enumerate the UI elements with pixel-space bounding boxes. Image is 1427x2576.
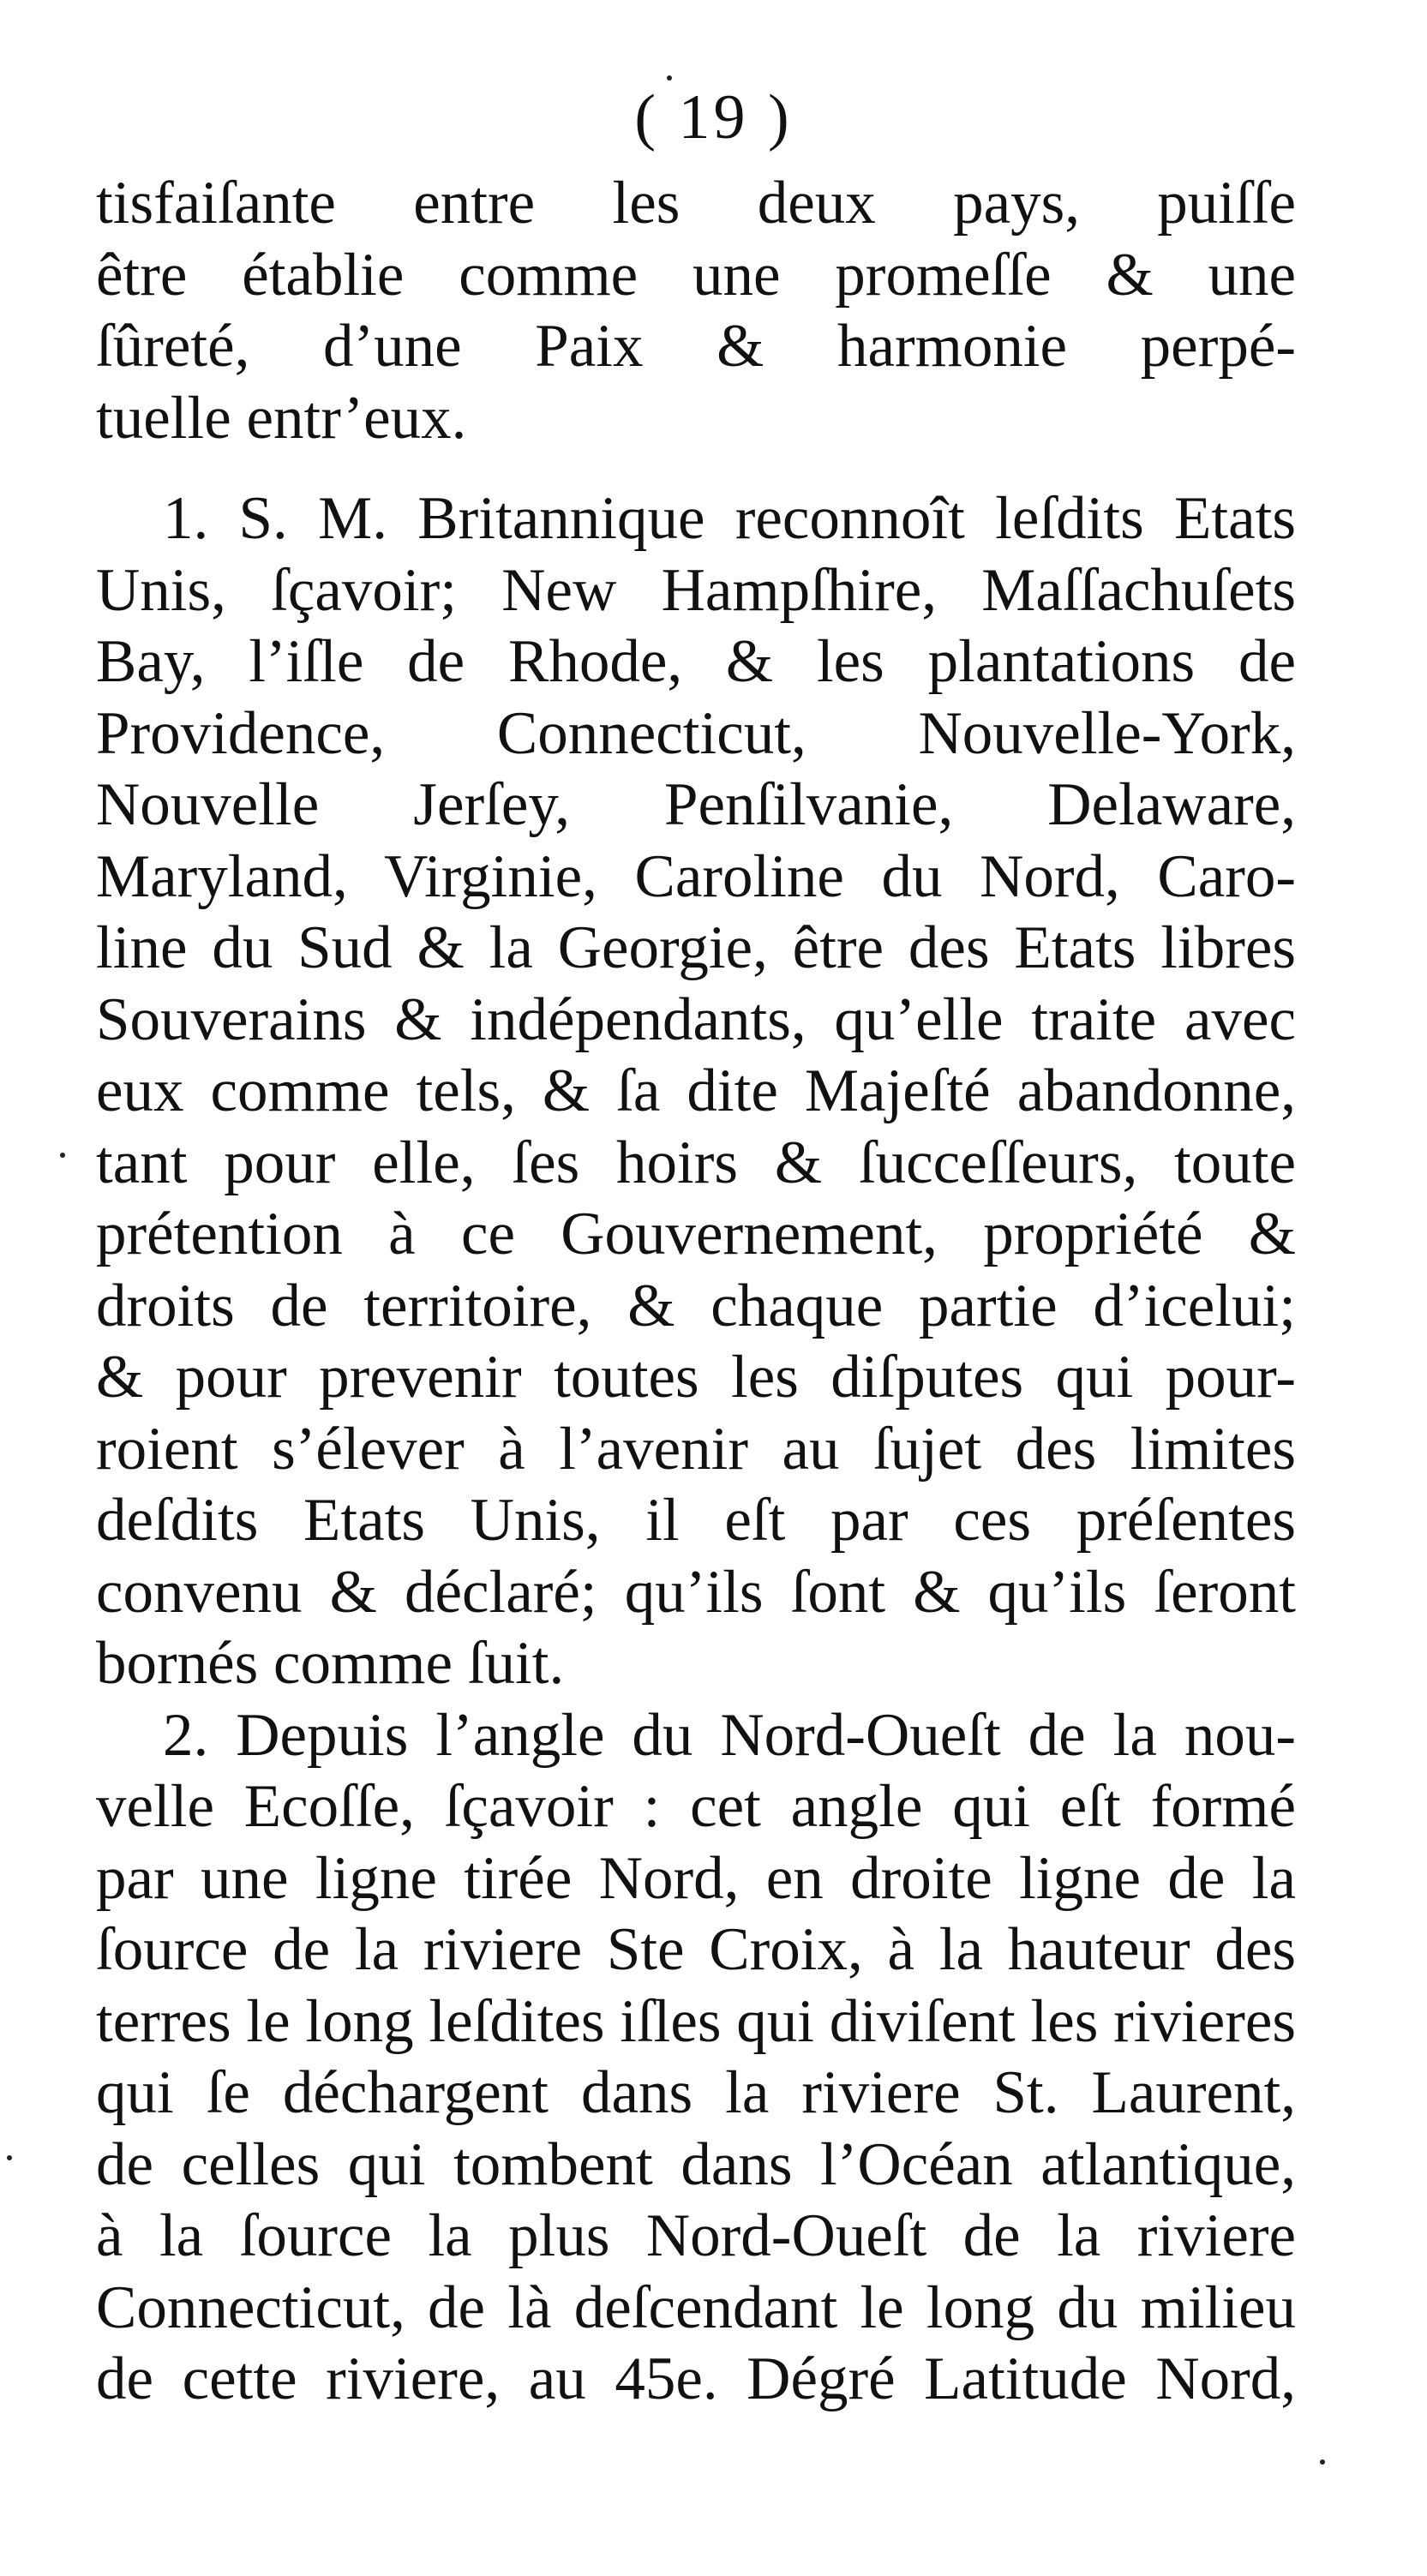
text-line: bornés comme ſuit. (96, 1630, 565, 1697)
text-line: deſdits Etats Unis, il eſt par ces préſentes (96, 1487, 1296, 1554)
text-line: être établie comme une promeſſe & une (96, 241, 1296, 309)
text-line: ſûreté, d’une Paix & harmonie perpé- (96, 313, 1296, 380)
text-line: qui ſe déchargent dans la riviere St. Laurent, (96, 2059, 1296, 2126)
body-text (96, 168, 1296, 2416)
ink-speck (60, 1153, 65, 1158)
text-line: prétention à ce Gouvernement, propriété & (96, 1201, 1296, 1267)
text-line: par une ligne tirée Nord, en droite ligne de la (96, 1844, 1296, 1912)
text-line: de celles qui tombent dans l’Océan atlantique, (96, 2130, 1296, 2198)
text-line: & pour prevenir toutes les diſputes qui pour- (96, 1344, 1296, 1411)
text-line: Bay, l’iſle de Rhode, & les plantations de (96, 628, 1296, 695)
text-line: tuelle entr’eux. (96, 384, 467, 452)
text-line: à la ſource la plus Nord-Oueſt de la riviere (96, 2202, 1296, 2269)
text-line: tisfaiſante entre les deux pays, puiſſe (96, 170, 1296, 237)
text-line: Connecticut, de là deſcendant le long du milieu (96, 2273, 1296, 2341)
text-line: terres le long leſdites iſles qui diviſent les rivieres (96, 1987, 1296, 2055)
text-line: tant pour elle, ſes hoirs & ſucceſſeurs, toute (96, 1129, 1296, 1196)
text-line: Providence, Connecticut, Nouvelle-York, (96, 699, 1296, 767)
text-line: 2. Depuis l’angle du Nord-Oueſt de la nou- (163, 1701, 1296, 1769)
text-line: droits de territoire, & chaque partie d’icelui; (96, 1272, 1296, 1339)
text-line: ſource de la riviere Ste Croix, à la hauteur des (96, 1916, 1296, 1983)
text-line: Nouvelle Jerſey, Penſilvanie, Delaware, (96, 771, 1296, 838)
ink-speck (7, 2155, 12, 2160)
text-line: roient s’élever à l’avenir au ſujet des limites (96, 1415, 1296, 1483)
text-line: Unis, ſçavoir; New Hampſhire, Maſſachuſets (96, 556, 1296, 624)
paragraph-article-2 (96, 1700, 1296, 2416)
paragraph-article-1 (96, 483, 1296, 1700)
text-line: line du Sud & la Georgie, être des Etats libres (96, 914, 1296, 981)
page-number: ( 19 ) (634, 82, 793, 153)
ink-speck (1320, 2459, 1325, 2465)
text-line: Maryland, Virginie, Caroline du Nord, Caro- (96, 842, 1296, 910)
text-line: Souverains & indépendants, qu’elle traite avec (96, 985, 1296, 1053)
text-line: de cette riviere, au 45e. Dégré Latitude Nord, (96, 2345, 1296, 2412)
paragraph-continuation (96, 168, 1296, 454)
paragraph-gap (96, 454, 1296, 483)
text-line: eux comme tels, & ſa dite Majeſté abandonne, (96, 1057, 1296, 1124)
ink-speck (667, 75, 672, 81)
text-line: convenu & déclaré; qu’ils ſont & qu’ils ſeront (96, 1558, 1296, 1626)
text-line: velle Ecoſſe, ſçavoir : cet angle qui eſt formé (96, 1773, 1296, 1840)
text-line: 1. S. M. Britannique reconnoît leſdits Etats (163, 485, 1296, 552)
